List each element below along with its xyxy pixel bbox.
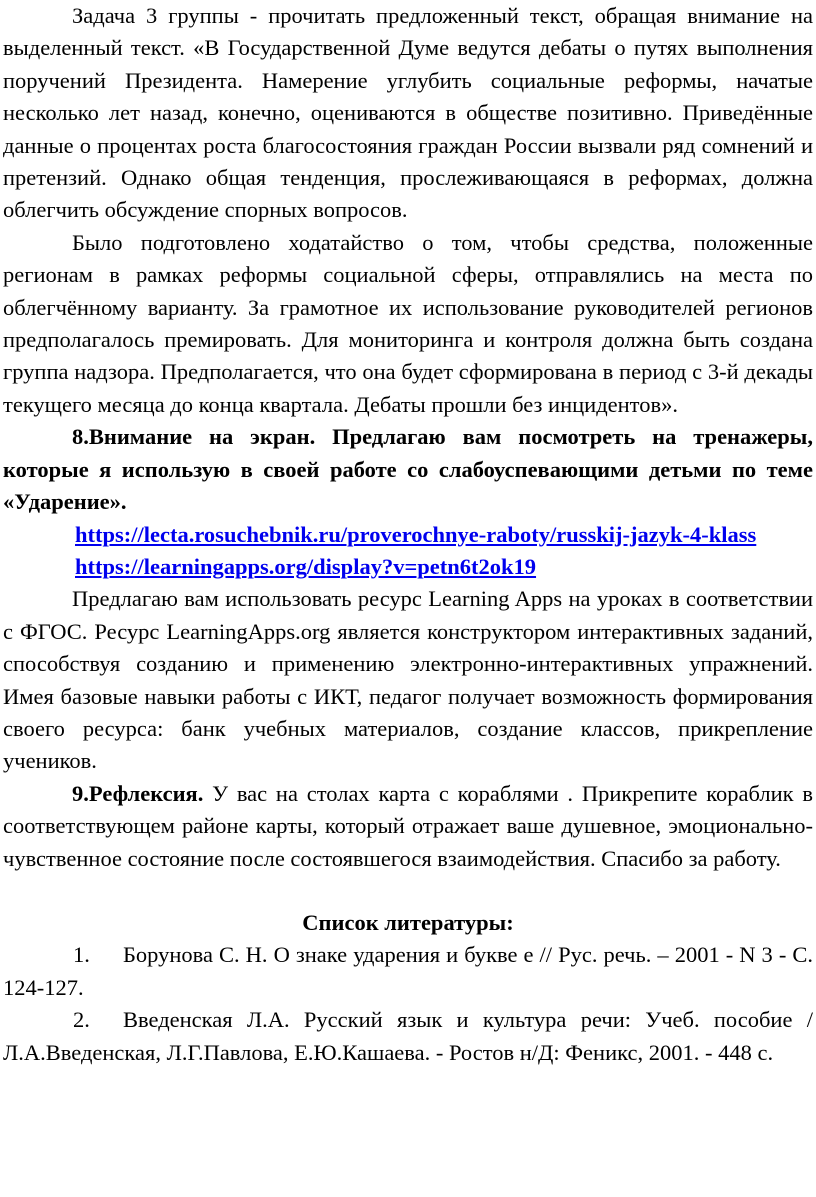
task3-paragraph: Задача 3 группы - прочитать предложенный текст, обращая внимание на выделенный текст. «В Государственной Думе ведутся дебаты о путях выполнения поручений Президента. Намерение углубить социальные реформы, начатые несколько лет назад, конечно, оцениваются в обществе позитивно. Приведённые данные о процентах роста благосостояния граждан России вызвали ряд сомнений и претензий. Однако общая тенденция, прослеживающаяся в реформах, должна облегчить обсуждение спорных вопросов. bbox=[3, 3, 813, 223]
bibliography-heading: Список литературы: bbox=[302, 909, 514, 935]
bibliography-item bbox=[3, 1004, 813, 1069]
reflection-label: 9.Рефлексия. bbox=[72, 780, 204, 806]
reflection-paragraph bbox=[3, 778, 813, 875]
bibliography-item bbox=[3, 939, 813, 1004]
document-page bbox=[3, 0, 813, 1069]
link-line-learningapps bbox=[3, 551, 813, 583]
bibliography-item-text: Введенская Л.А. Русский язык и культура речи: Учеб. пособие / Л.А.Введенская, Л.Г.Павлова, Е.Ю.Кашаева. - Ростов н/Д: Феникс, 2001. - 448 с. bbox=[3, 1007, 813, 1065]
attention-paragraph: 8.Внимание на экран. Предлагаю вам посмотреть на тренажеры, которые я использую в своей работе со слабоуспевающими детьми по теме «Ударение». bbox=[3, 424, 813, 515]
bibliography-item-number: 2. bbox=[73, 1007, 90, 1033]
bibliography-item-number: 1. bbox=[73, 942, 90, 968]
petition-paragraph: Было подготовлено ходатайство о том, чтобы средства, положенные регионам в рамках реформы социальной сферы, отправлялись на места по облегчённому варианту. За грамотное их использование руководителей регионов предполагалось премировать. Для мониторинга и контроля должна быть создана группа надзора. Предполагается, что она будет сформирована в период с 3-й декады текущего месяца до конца квартала. Дебаты прошли без инцидентов». bbox=[3, 229, 813, 417]
learningapps-link[interactable]: https://learningapps.org/display?v=petn6t2ok19 bbox=[75, 553, 537, 579]
reflection-text: У вас на столах карта с кораблями . Прикрепите кораблик в соответствующем районе карты, который отражает ваше душевное, эмоционально-чувственное состояние после состоявшегося взаимодействия. Спасибо за работу. bbox=[3, 780, 813, 871]
learning-apps-paragraph: Предлагаю вам использовать ресурс Learning Apps на уроках в соответствии с ФГОС. Ресурс LearningApps.org является конструктором интерактивных заданий, способствуя созданию и применению электронно-интерактивных упражнений. Имея базовые навыки работы с ИКТ, педагог получает возможность формирования своего ресурса: банк учебных материалов, создание классов, прикрепление учеников. bbox=[3, 586, 813, 774]
section-spacer bbox=[3, 875, 813, 907]
bibliography-item-text: Борунова С. Н. О знаке ударения и букве е // Рус. речь. – 2001 - N 3 - С. 124-127. bbox=[3, 942, 813, 1000]
lecta-link[interactable]: https://lecta.rosuchebnik.ru/proverochnye-raboty/russkij-jazyk-4-klass bbox=[75, 521, 757, 547]
link-line-lecta bbox=[3, 519, 813, 551]
